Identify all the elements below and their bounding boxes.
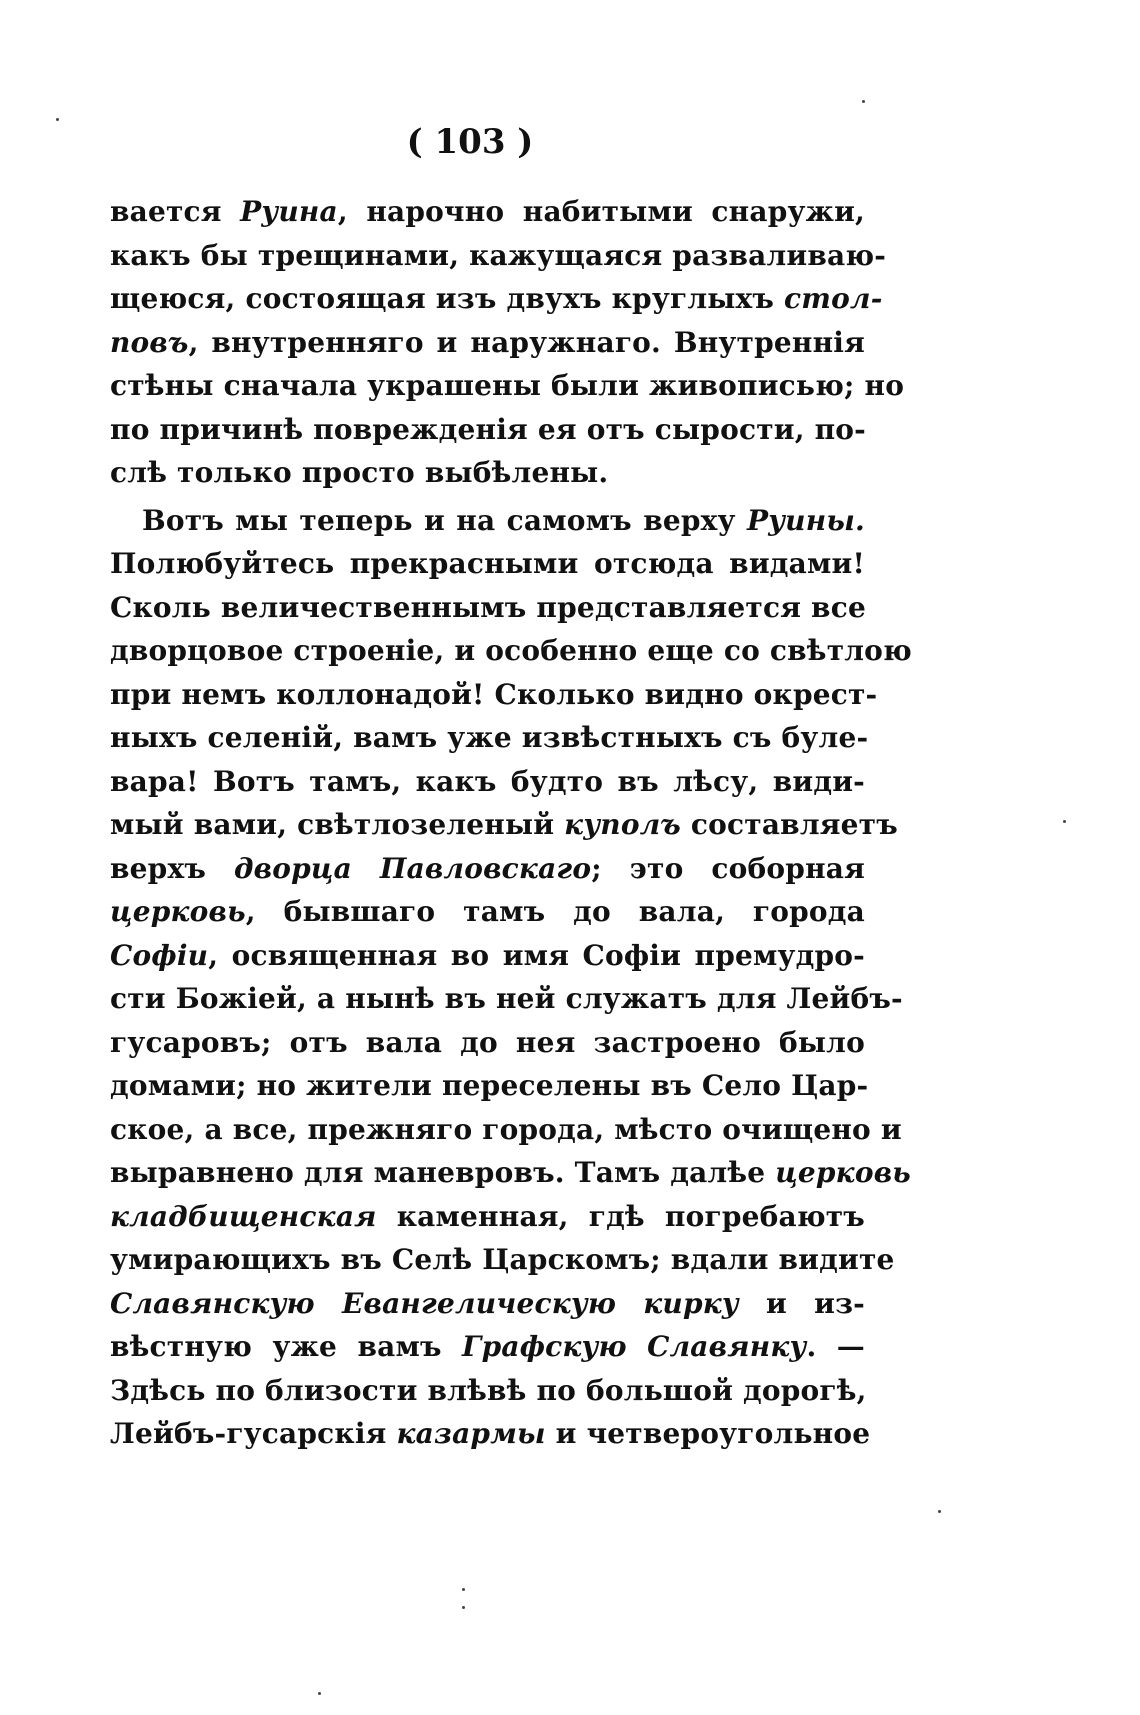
text-run: , внутренняго и наружнаго. Внутреннія [188, 325, 865, 359]
print-speck [462, 1606, 465, 1609]
text-run: Вотъ мы теперь и на самомъ верху [142, 503, 747, 537]
text-run: по причинѣ поврежденія ея отъ сырости, по- [110, 412, 867, 446]
text-line [110, 716, 869, 760]
text-run: гусаровъ; отъ вала до нея застроено было [110, 1025, 865, 1059]
text-line [110, 629, 912, 673]
text-run: , освященная во имя Софіи премудро- [208, 938, 865, 972]
italic-phrase: Графскую Славянку [462, 1330, 807, 1363]
text-run: . — [806, 1330, 865, 1363]
text-line [110, 1369, 865, 1413]
italic-phrase: Руина [240, 195, 338, 228]
text-line [110, 277, 883, 321]
text-line [110, 1064, 869, 1108]
italic-phrase: церковь [110, 895, 246, 928]
text-line [110, 499, 865, 543]
text-run: и четвероугольное [545, 1417, 871, 1450]
text-run: , нарочно набитыми снаружи, [337, 195, 865, 228]
print-speck [462, 1588, 465, 1591]
text-line [110, 190, 865, 234]
text-line [110, 1108, 902, 1152]
text-line [110, 934, 865, 978]
text-line [110, 321, 865, 365]
italic-phrase: Руины. [746, 503, 865, 537]
text-run: вара! Вотъ тамъ, какъ будто въ лѣсу, види- [110, 764, 865, 798]
text-run: выравнено для маневровъ. Тамъ далѣе [110, 1156, 776, 1189]
text-line [110, 1021, 865, 1065]
italic-phrase: повъ [110, 325, 189, 359]
italic-phrase: дворца Павловскаго [234, 851, 592, 885]
text-line [110, 803, 898, 847]
text-run: сти Божіей, а нынѣ въ ней служатъ для Лейбъ- [110, 982, 903, 1015]
text-line [110, 586, 865, 630]
text-run: Здѣсь по близости влѣвѣ по большой дорогѣ, [110, 1373, 867, 1407]
text-line [110, 1412, 871, 1456]
text-run: ныхъ селеній, вамъ уже извѣстныхъ съ буле- [110, 721, 869, 754]
text-line [110, 847, 865, 891]
print-speck [1063, 820, 1066, 823]
text-run: дворцовое строеніе, и особенно еще со свѣтлою [110, 634, 912, 667]
italic-phrase: Славянскую Евангелическую кирку [110, 1286, 739, 1320]
text-line [110, 1151, 911, 1195]
print-speck [938, 1510, 941, 1513]
text-line [110, 1282, 865, 1326]
text-line [110, 673, 878, 717]
text-line [110, 364, 905, 408]
text-line [110, 1238, 895, 1282]
text-run: ское, а все, прежняго города, мѣсто очищено и [110, 1112, 902, 1146]
text-run: вѣстную уже вамъ [110, 1330, 463, 1363]
text-run: мый вами, свѣтлозеленый [110, 808, 565, 841]
text-line [110, 234, 887, 278]
text-run: вается [110, 195, 241, 228]
print-speck [56, 118, 59, 121]
text-run: умирающихъ въ Селѣ Царскомъ; вдали видите [110, 1243, 895, 1276]
text-line [110, 890, 865, 934]
text-line [110, 1195, 865, 1239]
text-run: каменная, гдѣ погребаютъ [376, 1199, 865, 1233]
text-run: ; это соборная [591, 851, 865, 885]
body-text [110, 190, 912, 1456]
italic-phrase: Софіи [110, 938, 209, 972]
italic-phrase: кладбищенская [110, 1199, 377, 1233]
text-line [110, 760, 865, 804]
text-run: и из- [738, 1286, 865, 1320]
text-run: верхъ [110, 851, 234, 885]
text-run: Полюбуйтесь прекрасными отсюда видами! [110, 547, 865, 580]
page-number: ( 103 ) [406, 122, 534, 162]
text-line [110, 542, 865, 586]
italic-phrase: стол- [784, 282, 883, 315]
text-run: при немъ коллонадой! Сколько видно окрест- [110, 677, 878, 711]
print-speck [318, 1692, 321, 1695]
text-line [110, 408, 865, 452]
text-line [110, 451, 865, 495]
text-line [110, 1325, 865, 1369]
text-line [110, 977, 903, 1021]
italic-phrase: казармы [396, 1417, 546, 1450]
text-run: , бывшаго тамъ до вала, города [245, 895, 865, 928]
text-run: какъ бы трещинами, кажущаяся разваливаю- [110, 238, 887, 272]
italic-phrase: церковь [775, 1156, 911, 1189]
text-run: составляетъ [680, 808, 898, 841]
text-run: Лейбъ-гусарскія [110, 1417, 397, 1450]
text-run: стѣны сначала украшены были живописью; но [110, 369, 905, 402]
italic-phrase: куполъ [564, 808, 681, 841]
text-run: Сколь величественнымъ представляется все [110, 590, 866, 624]
text-run: щеюся, состоящая изъ двухъ круглыхъ [110, 282, 785, 315]
text-run: домами; но жители переселены въ Село Цар- [110, 1069, 869, 1102]
text-run: слѣ только просто выбѣлены. [110, 456, 609, 489]
print-speck [862, 100, 865, 103]
